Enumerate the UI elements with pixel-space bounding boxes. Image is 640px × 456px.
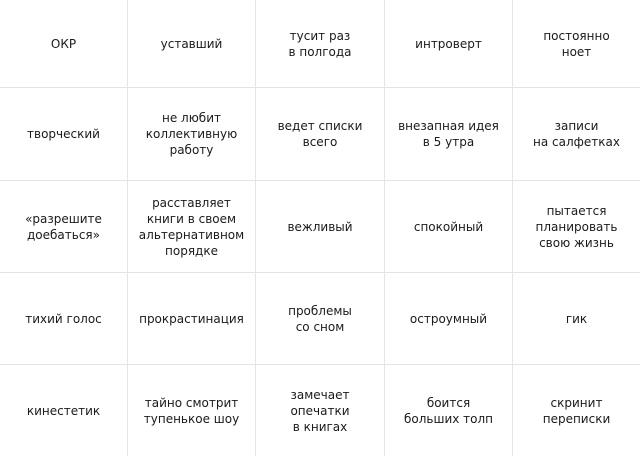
grid-cell: уставший [160,36,223,51]
grid-cell: скринит переписки [542,395,611,426]
grid-cell: гик [565,311,588,326]
grid-cell: спокойный [413,219,484,234]
grid-cell: постоянно ноет [543,28,610,59]
grid-cell: прокрастинация [139,311,244,326]
grid-cell: тусит раз в полгода [288,28,352,59]
grid-cell: не любит коллективную работу [145,111,238,157]
grid-cell: тихий голос [25,311,102,326]
grid-cell: ведет списки всего [277,119,363,149]
grid-cell: остроумный [409,311,488,326]
grid-cell: тайно смотрит тупенькое шоу [143,395,240,426]
grid-cell: внезапная идея в 5 утра [398,119,499,149]
grid-cell: ОКР [50,36,77,51]
grid-cell: «разрешите доебаться» [25,211,102,242]
grid-cell: кинестетик [26,403,101,418]
grid-cell: проблемы со сном [288,303,352,334]
grid-cell: замечает опечатки в книгах [290,387,350,434]
grid-cell: вежливый [287,219,353,234]
grid-cell: записи на салфетках [533,119,620,149]
grid-cell: творческий [27,127,100,141]
grid-cell: расставляет книги в своем альтернативном порядке [138,195,245,258]
grid-cell: интроверт [415,36,482,51]
grid-cell: пытается планировать свою жизнь [535,203,618,250]
grid-cell: боится больших толп [403,395,494,426]
